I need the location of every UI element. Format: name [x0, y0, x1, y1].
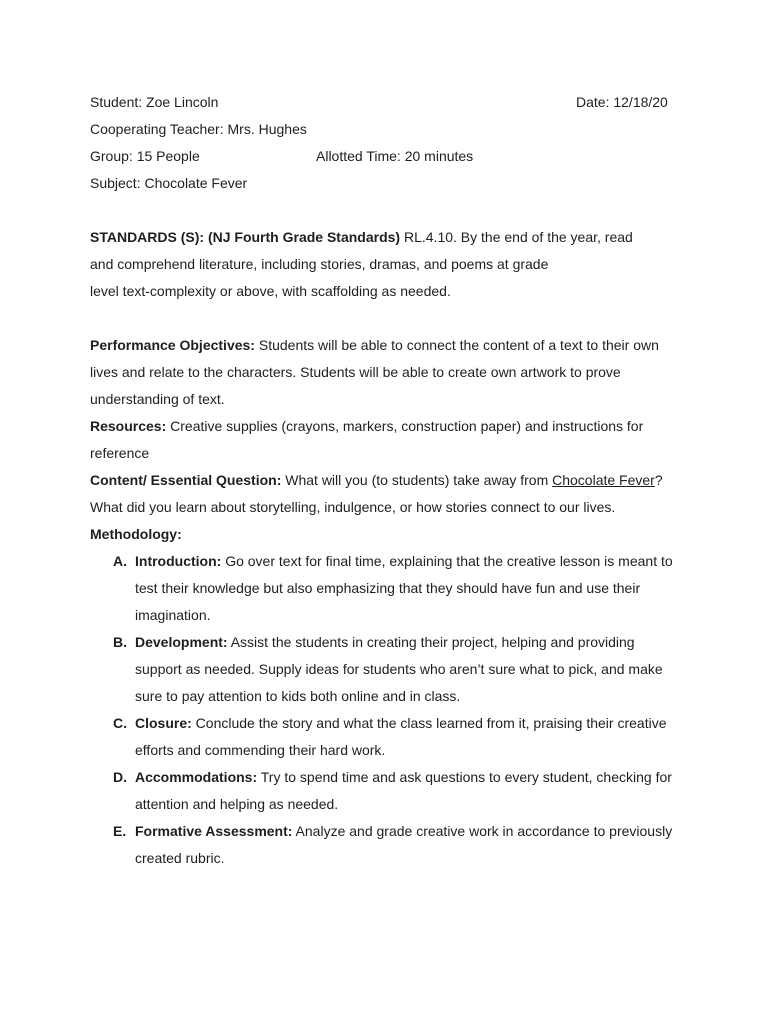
- group-time-row: [90, 143, 682, 170]
- methodology-label: Methodology:: [90, 526, 182, 542]
- item-text: Analyze and grade creative work in accordance to previously created rubric.: [135, 823, 673, 866]
- item-label: Introduction:: [135, 553, 222, 569]
- performance-objectives: [90, 332, 682, 413]
- student-date-row: [90, 89, 682, 116]
- performance-label: Performance Objectives:: [90, 337, 255, 353]
- item-label: Formative Assessment:: [135, 823, 293, 839]
- subject: Subject: Chocolate Fever: [90, 175, 248, 191]
- list-item: [90, 710, 682, 764]
- list-item: [90, 818, 682, 872]
- essential-question-text-before: What will you (to students) take away from: [281, 472, 553, 488]
- list-marker: E.: [113, 823, 127, 839]
- standards-line-1: [90, 224, 682, 251]
- list-marker: C.: [113, 715, 127, 731]
- spacer: [90, 197, 682, 224]
- methodology-list: [90, 548, 682, 872]
- standards-label: STANDARDS (S): (NJ Fourth Grade Standards): [90, 229, 401, 245]
- list-item: [90, 764, 682, 818]
- essential-question-text-after: ? What did you learn about storytelling, indulgence, or how stories connect to our lives.: [90, 472, 663, 515]
- essential-question-label: Content/ Essential Question:: [90, 472, 282, 488]
- lesson-date: Date: 12/18/20: [576, 94, 668, 110]
- student-name: Student: Zoe Lincoln: [90, 94, 219, 110]
- standards-line-2: and comprehend literature, including stories, dramas, and poems at grade: [90, 256, 549, 272]
- standards-line-3: level text-complexity or above, with scaffolding as needed.: [90, 283, 451, 299]
- item-text: Try to spend time and ask questions to every student, checking for attention and helping as needed.: [135, 769, 672, 812]
- cooperating-teacher: Cooperating Teacher: Mrs. Hughes: [90, 121, 307, 137]
- group-size: Group: 15 People: [90, 148, 200, 164]
- item-text: Go over text for final time, explaining that the creative lesson is meant to test their knowledge but also emphasizing that they should have fun and use their imagination.: [135, 553, 673, 623]
- item-text: Conclude the story and what the class learned from it, praising their creative efforts and commending their hard work.: [135, 715, 667, 758]
- spacer: [90, 305, 682, 332]
- item-label: Accommodations:: [135, 769, 258, 785]
- resources-label: Resources:: [90, 418, 167, 434]
- item-label: Closure:: [135, 715, 192, 731]
- lesson-plan-content: [90, 89, 682, 872]
- item-text: Assist the students in creating their project, helping and providing support as needed. Supply ideas for students who aren’t sure what to pick, and make sure to pay attention to kids both online and in class.: [135, 634, 663, 704]
- essential-question: [90, 467, 682, 521]
- book-title: Chocolate Fever: [552, 472, 655, 488]
- item-label: Development:: [135, 634, 228, 650]
- methodology-heading: [90, 521, 682, 548]
- allotted-time: Allotted Time: 20 minutes: [316, 148, 474, 164]
- resources-text: Creative supplies (crayons, markers, construction paper) and instructions for reference: [90, 418, 644, 461]
- list-marker: B.: [113, 634, 127, 650]
- performance-text: Students will be able to connect the content of a text to their own lives and relate to the characters. Students will be able to create own artwork to prove understanding of text.: [90, 337, 659, 407]
- list-item: [90, 629, 682, 710]
- list-item: [90, 548, 682, 629]
- standards-text-1: RL.4.10. By the end of the year, read: [400, 229, 633, 245]
- list-marker: A.: [113, 553, 127, 569]
- resources: [90, 413, 682, 467]
- list-marker: D.: [113, 769, 127, 785]
